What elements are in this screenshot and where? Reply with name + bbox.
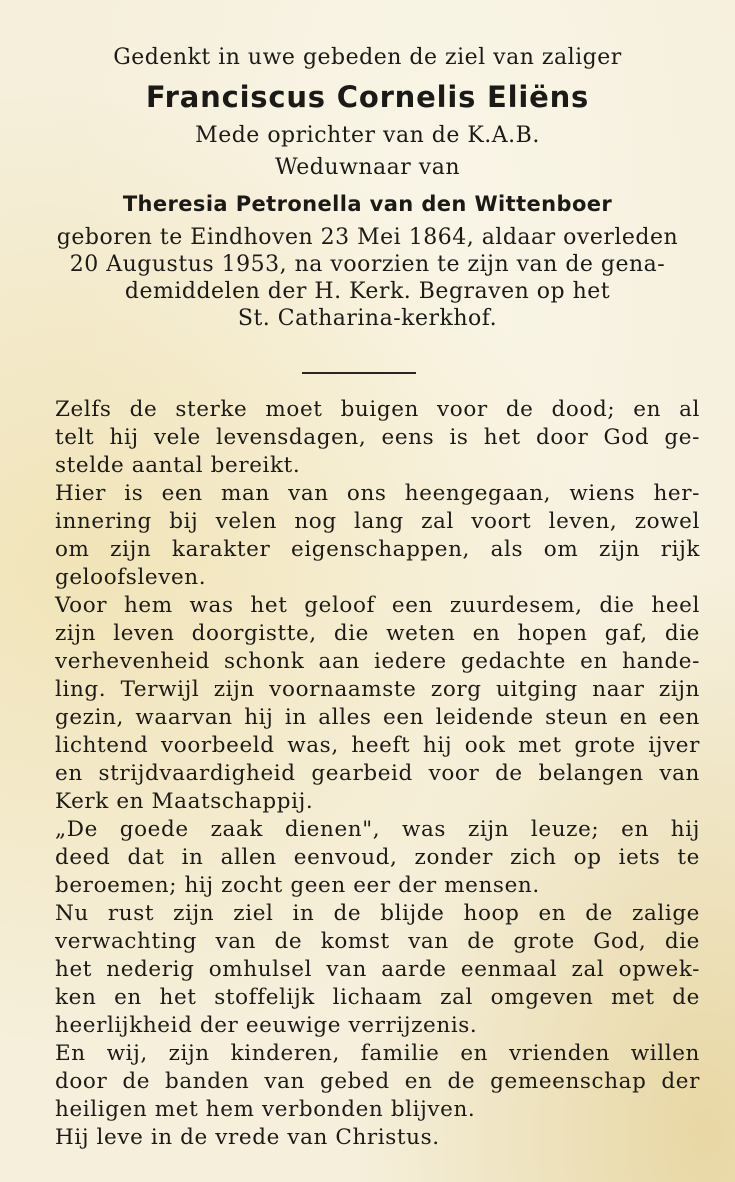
paragraph [55, 1040, 700, 1124]
bio-line: St. Catharina-kerkhof. [237, 306, 498, 331]
text-line: En wij, zijn kinderen, familie en vrienden willen [55, 1041, 700, 1066]
paragraph [55, 396, 700, 480]
text-line: heerlijkheid der eeuwige verrijzenis. [55, 1013, 478, 1038]
text-line: Hij leve in de vrede van Christus. [55, 1125, 440, 1150]
intro-line: Gedenkt in uwe gebeden de ziel van zaliger [113, 45, 622, 70]
text-line: door de banden van gebed en de gemeenschap der [55, 1069, 700, 1094]
text-line: verhevenheid schonk aan iedere gedachte en hande- [55, 649, 700, 674]
text-line: gezin, waarvan hij in alles een leidende steun en een [55, 705, 700, 730]
text-line: ling. Terwijl zijn voornaamste zorg uitging naar zijn [55, 677, 700, 702]
role-line: Mede oprichter van de K.A.B. [195, 123, 540, 148]
paragraph [55, 900, 700, 1040]
divider [302, 372, 416, 374]
bio-line: geboren te Eindhoven 23 Mei 1864, aldaar overleden [56, 225, 679, 250]
text-line: zijn leven doorgistte, die weten en hopen gaf, die [55, 621, 700, 646]
text-line: geloofsleven. [55, 565, 207, 590]
paragraph [55, 592, 700, 816]
paragraph [55, 816, 700, 900]
widower-line: Weduwnaar van [274, 155, 461, 180]
paragraph [55, 480, 700, 592]
text-line: stelde aantal bereikt. [55, 453, 301, 478]
text-line: deed dat in allen eenvoud, zonder zich op iets te [55, 845, 700, 870]
text-line: Zelfs de sterke moet buigen voor de dood; en al [55, 397, 700, 422]
text-line: Kerk en Maatschappij. [55, 789, 314, 814]
text-line: het nederig omhulsel van aarde eenmaal zal opwek- [55, 957, 700, 982]
text-line: en strijdvaardigheid gearbeid voor de belangen van [55, 761, 700, 786]
text-line: om zijn karakter eigenschappen, als om zijn rijk [55, 537, 700, 562]
paragraph [55, 1124, 700, 1152]
spouse-name: Theresia Petronella van den Wittenboer [122, 192, 613, 216]
text-line: lichtend voorbeeld was, heeft hij ook met grote ijver [55, 733, 700, 758]
deceased-name: Franciscus Cornelis Eliëns [145, 80, 590, 114]
text-line: Voor hem was het geloof een zuurdesem, die heel [55, 593, 700, 618]
text-line: ken en het stoffelijk lichaam zal omgeven met de [55, 985, 700, 1010]
text-line: innering bij velen nog lang zal voort leven, zowel [55, 509, 700, 534]
text-line: „De goede zaak dienen", was zijn leuze; en hij [55, 817, 700, 842]
text-line: Hier is een man van ons heengegaan, wiens her- [55, 481, 700, 506]
memorial-text [55, 396, 700, 1152]
text-line: verwachting van de komst van de grote God, die [55, 929, 700, 954]
bio-line: demiddelen der H. Kerk. Begraven op het [124, 279, 611, 304]
text-line: heiligen met hem verbonden blijven. [55, 1097, 476, 1122]
bio-line: 20 Augustus 1953, na voorzien te zijn van de gena- [69, 252, 666, 277]
card-header [0, 42, 735, 332]
text-line: Nu rust zijn ziel in de blijde hoop en de zalige [55, 901, 700, 926]
text-line: beroemen; hij zocht geen eer der mensen. [55, 873, 540, 898]
text-line: telt hij vele levensdagen, eens is het door God ge- [55, 425, 700, 450]
